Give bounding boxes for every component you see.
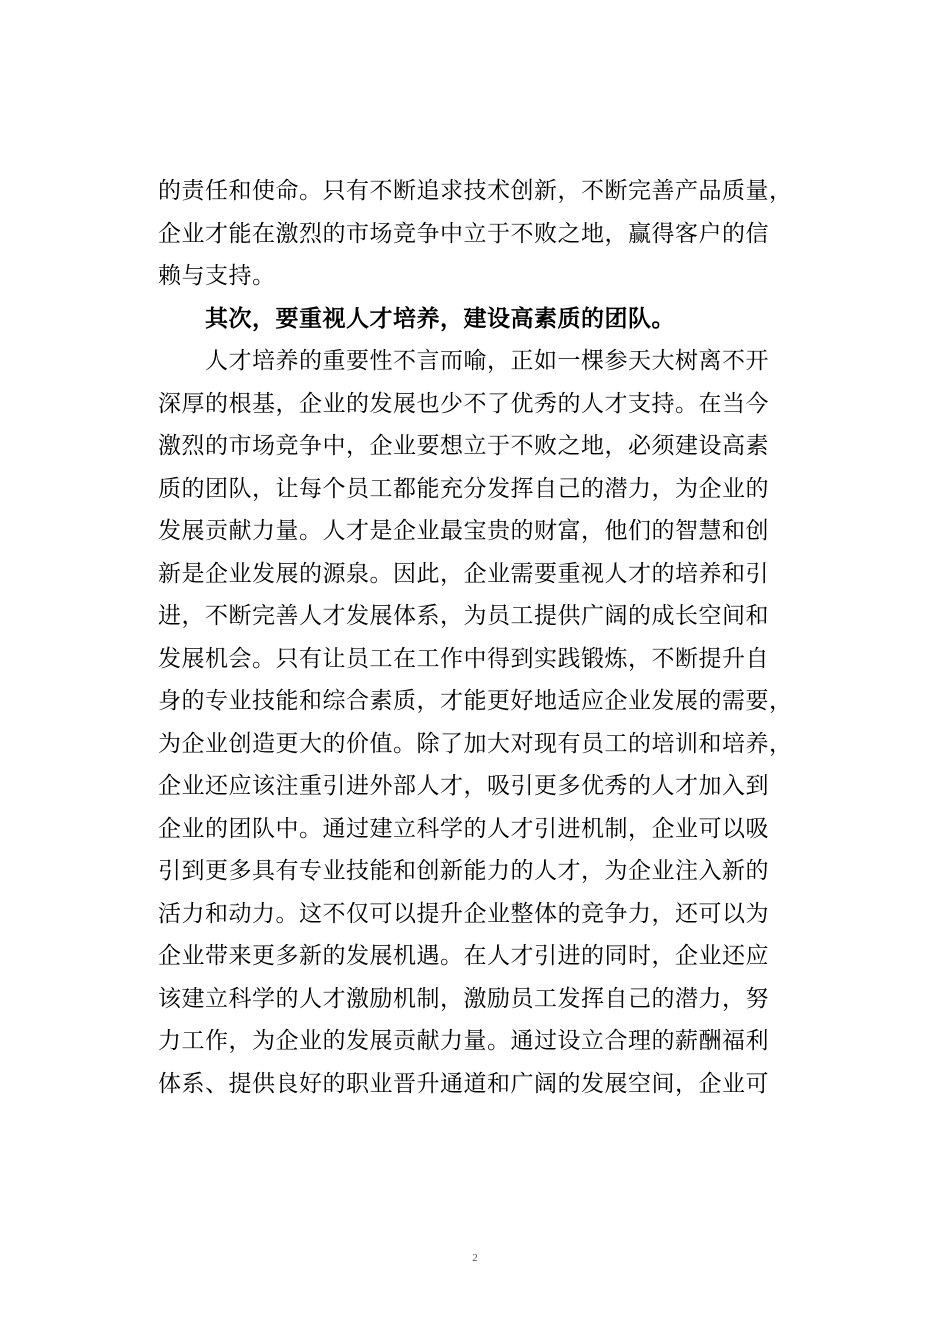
paragraph-line: 该建立科学的人才激励机制，激励员工发挥自己的潜力，努 <box>158 985 769 1012</box>
paragraph-line: 体系、提供良好的职业晋升通道和广阔的发展空间，企业可 <box>158 1070 769 1097</box>
paragraph-line: 为企业创造更大的价值。除了加大对现有员工的培训和培养， <box>158 730 793 757</box>
paragraph-line: 新是企业发展的源泉。因此，企业需要重视人才的培养和引 <box>158 560 769 587</box>
paragraph-line: 企业带来更多新的发展机遇。在人才引进的同时，企业还应 <box>158 943 769 969</box>
paragraph-line: 企业的团队中。通过建立科学的人才引进机制，企业可以吸 <box>158 815 769 842</box>
intro-line: 的责任和使命。只有不断追求技术创新，不断完善产品质量， <box>158 178 793 204</box>
paragraph-line: 引到更多具有专业技能和创新能力的人才，为企业注入新的 <box>158 858 769 884</box>
section-heading: 其次，要重视人才培养，建设高素质的团队。 <box>205 305 675 332</box>
paragraph-line: 质的团队，让每个员工都能充分发挥自己的潜力，为企业的 <box>158 475 769 502</box>
paragraph-line: 力工作，为企业的发展贡献力量。通过设立合理的薪酬福利 <box>158 1028 769 1054</box>
paragraph-line: 企业还应该注重引进外部人才，吸引更多优秀的人才加入到 <box>158 773 769 799</box>
intro-line: 企业才能在激烈的市场竞争中立于不败之地，赢得客户的信 <box>158 220 769 247</box>
paragraph-line: 发展贡献力量。人才是企业最宝贵的财富，他们的智慧和创 <box>158 518 769 544</box>
intro-line: 赖与支持。 <box>158 263 276 289</box>
paragraph-line: 深厚的根基，企业的发展也少不了优秀的人才支持。在当今 <box>158 390 769 417</box>
paragraph-line: 激烈的市场竞争中，企业要想立于不败之地，必须建设高素 <box>158 433 769 459</box>
paragraph-line: 发展机会。只有让员工在工作中得到实践锻炼，不断提升自 <box>158 645 769 672</box>
document-body <box>158 170 826 1105</box>
paragraph-line: 进，不断完善人才发展体系，为员工提供广阔的成长空间和 <box>158 603 769 629</box>
paragraph-line: 身的专业技能和综合素质，才能更好地适应企业发展的需要， <box>158 688 793 714</box>
paragraph-line: 人才培养的重要性不言而喻，正如一棵参天大树离不开 <box>205 348 769 374</box>
page-number: 2 <box>472 1252 478 1264</box>
paragraph-line: 活力和动力。这不仅可以提升企业整体的竞争力，还可以为 <box>158 900 769 927</box>
